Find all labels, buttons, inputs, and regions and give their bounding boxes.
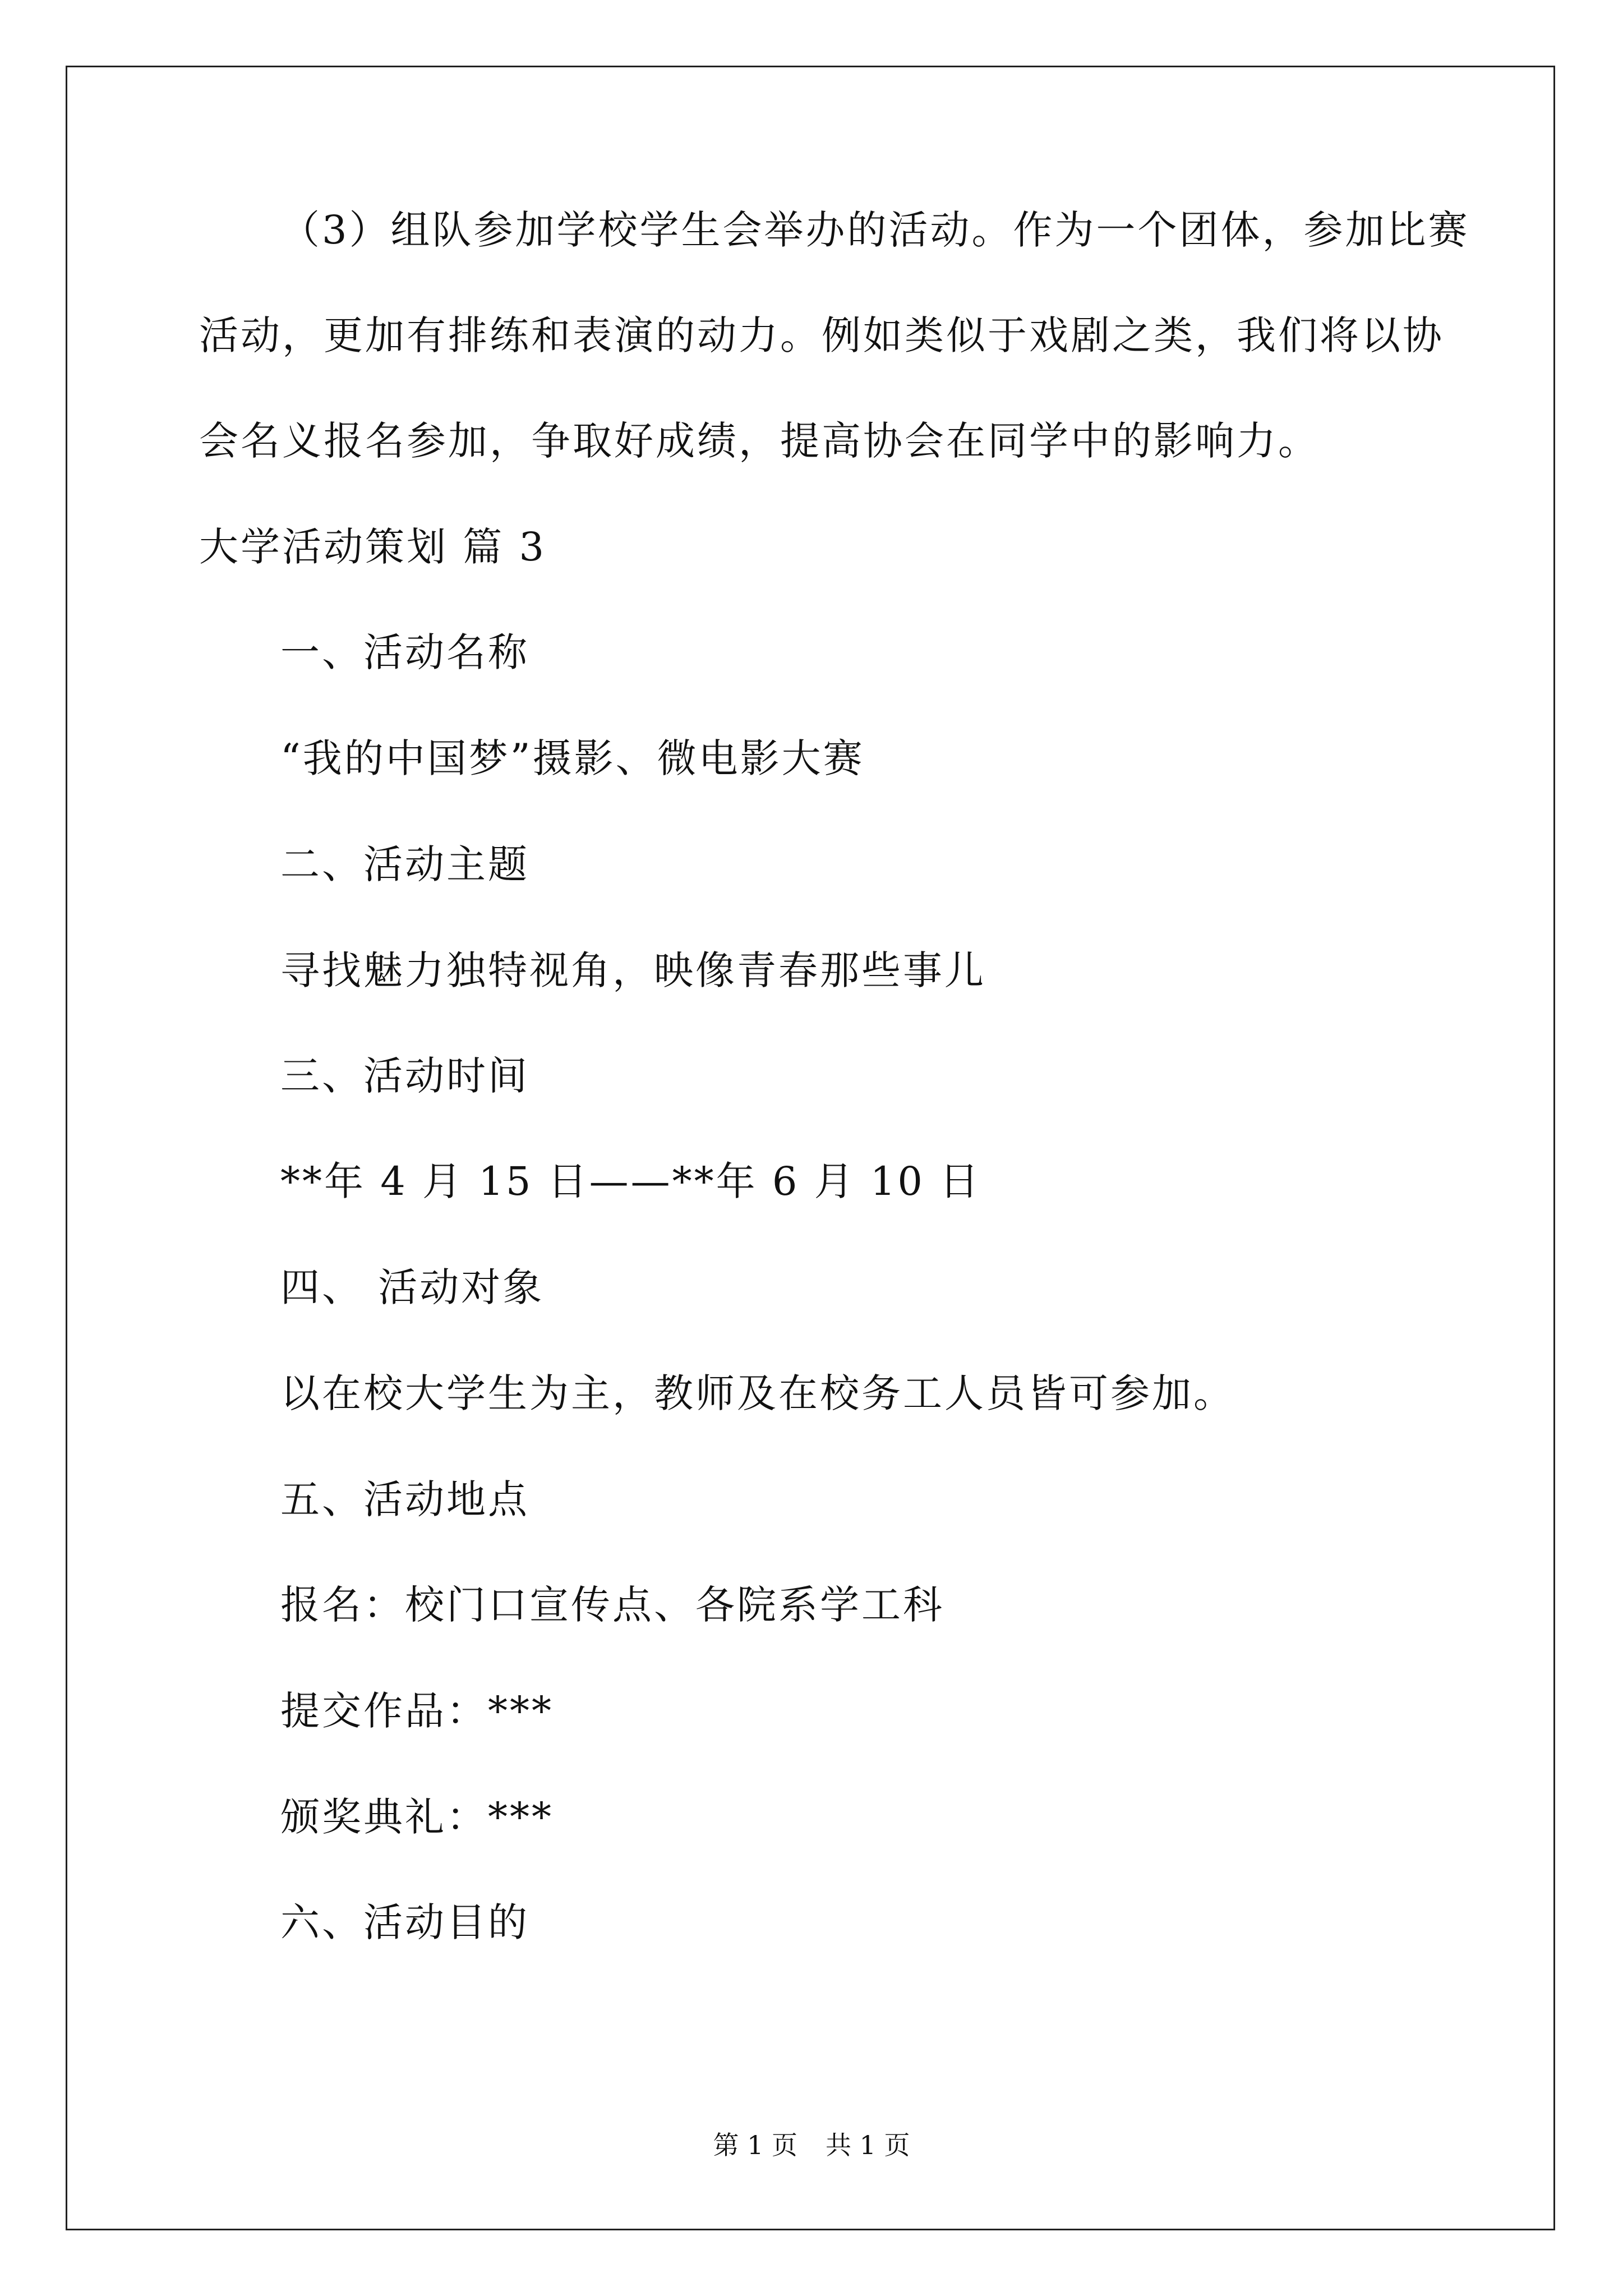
paragraph-line: 会名义报名参加，争取好成绩，提高协会在同学中的影响力。 (199, 418, 1320, 464)
activity-theme-text: 寻找魅力独特视角，映像青春那些事儿 (280, 947, 986, 993)
page-number: 第 1 页 (713, 2130, 797, 2160)
heading-activity-target: 四、 活动对象 (280, 1264, 545, 1310)
heading-activity-purpose: 六、活动目的 (280, 1899, 529, 1945)
section-title: 大学活动策划 篇 3 (199, 524, 547, 570)
activity-target-text: 以在校大学生为主，教师及在校务工人员皆可参加。 (280, 1370, 1235, 1416)
heading-activity-theme: 二、活动主题 (280, 841, 529, 887)
location-signup-text: 报名：校门口宣传点、各院系学工科 (280, 1582, 944, 1628)
paragraph-line: （3）组队参加学校学生会举办的活动。作为一个团体，参加比赛 (280, 207, 1470, 253)
activity-name-text: “我的中国梦”摄影、微电影大赛 (280, 735, 865, 781)
page-total: 共 1 页 (826, 2130, 910, 2160)
heading-activity-time: 三、活动时间 (280, 1053, 529, 1099)
heading-activity-location: 五、活动地点 (280, 1476, 529, 1522)
page-footer (0, 2128, 1623, 2162)
location-award-text: 颁奖典礼：*** (280, 1794, 554, 1840)
location-submit-text: 提交作品：*** (280, 1688, 554, 1734)
activity-time-text: **年 4 月 15 日——**年 6 月 10 日 (280, 1158, 981, 1204)
paragraph-line: 活动，更加有排练和表演的动力。例如类似于戏剧之类，我们将以协 (199, 312, 1444, 358)
heading-activity-name: 一、活动名称 (280, 629, 529, 675)
